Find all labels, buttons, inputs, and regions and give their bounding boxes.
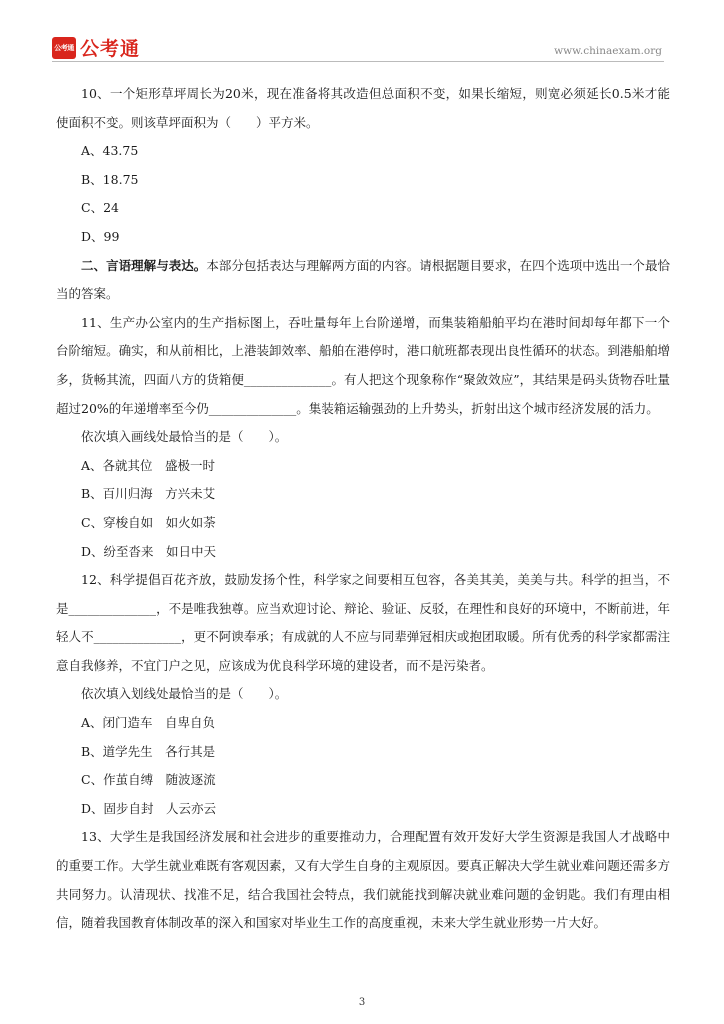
header-divider bbox=[52, 61, 664, 62]
page-number: 3 bbox=[358, 997, 366, 1008]
logo-text: 公考通 bbox=[80, 38, 141, 60]
section-2-desc: 本部分包括表达与理解两方面的内容。请根据题目要求，在四个选项中选出一个最恰当的答案。 bbox=[56, 257, 670, 302]
question-12-text: 12、科学提倡百花齐放，鼓励发扬个性，科学家之间要相互包容，各美其美，美美与共。科学的担当，不是______________，不是唯我独尊。应当欢迎讨论、辩论、验证、反驳，在理性和良好的环境中，不断前进，年轻人不______________，更不阿谀奉承；有成就的人不应与同辈弹冠相庆或抱团取暖。所有优秀的科学家都需注意自我修养，不宜门户之见，应该成为优良科学环境的建设者，而不是污染者。 bbox=[56, 572, 670, 673]
q10-option-b: B、18.75 bbox=[81, 171, 139, 187]
section-2-intro bbox=[56, 252, 670, 309]
logo-mark: 公考通 bbox=[52, 37, 76, 59]
q10-option-d: D、99 bbox=[81, 228, 120, 244]
q11-option-c: C、穿梭自如 如火如荼 bbox=[81, 514, 216, 530]
question-10-text: 10、一个矩形草坪周长为20米，现在准备将其改造但总面积不变，如果长缩短，则宽必须延长0.5米才能使面积不变。则该草坪面积为（ ）平方米。 bbox=[56, 86, 670, 130]
question-11-text: 11、生产办公室内的生产指标图上，吞吐量每年上台阶递增，而集装箱船舶平均在港时间却每年都下一个台阶缩短。确实，和从前相比，上港装卸效率、船舶在港停时，港口航班都表现出良性循环的状态。到港船舶增多，货畅其流，四面八方的货箱便______________。有人把这个现象称作“聚敛效应”，其结果是码头货物吞吐量超过20%的年递增率至今仍______________。集装箱运输强劲的上升势头，折射出这个城市经济发展的活力。 bbox=[56, 314, 670, 416]
q12-option-d: D、固步自封 人云亦云 bbox=[81, 800, 217, 816]
page-header bbox=[52, 34, 664, 60]
site-url: www.chinaexam.org bbox=[554, 45, 662, 57]
q11-option-d: D、纷至沓来 如日中天 bbox=[81, 543, 217, 559]
question-12-prompt: 依次填入划线处最恰当的是（ ）。 bbox=[81, 686, 288, 702]
document-body bbox=[56, 80, 670, 938]
q12-option-a: A、闭门造车 自卑自负 bbox=[81, 715, 216, 731]
question-13-text: 13、大学生是我国经济发展和社会进步的重要推动力，合理配置有效开发好大学生资源是我国人才战略中的重要工作。大学生就业难既有客观因素，又有大学生自身的主观原因。要真正解决大学生就业难问题还需多方共同努力。认清现状、找准不足，结合我国社会特点，我们就能找到解决就业难问题的金钥匙。我们有理由相信，随着我国教育体制改革的深入和国家对毕业生工作的高度重视，未来大学生就业形势一片大好。 bbox=[56, 829, 670, 931]
q10-option-c: C、24 bbox=[81, 200, 119, 216]
q10-option-a: A、43.75 bbox=[81, 143, 139, 159]
q12-option-b: B、道学先生 各行其是 bbox=[81, 743, 216, 759]
q11-option-a: A、各就其位 盛极一时 bbox=[81, 457, 216, 473]
logo bbox=[52, 34, 140, 61]
section-2-title: 二、言语理解与表达。 bbox=[81, 257, 207, 273]
question-11-prompt: 依次填入画线处最恰当的是（ ）。 bbox=[81, 429, 288, 445]
q11-option-b: B、百川归海 方兴未艾 bbox=[81, 486, 216, 502]
q12-option-c: C、作茧自缚 随波逐流 bbox=[81, 772, 216, 788]
